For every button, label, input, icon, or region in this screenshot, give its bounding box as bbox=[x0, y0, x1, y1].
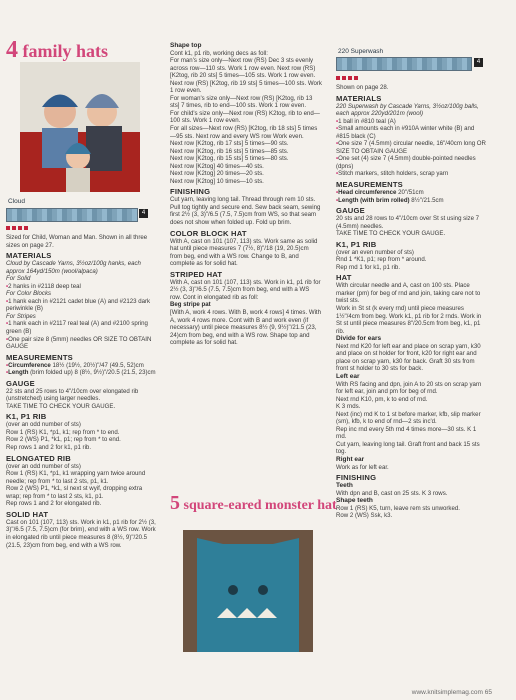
finishing-heading: FINISHING bbox=[170, 187, 211, 197]
hat-heading: HAT bbox=[336, 273, 352, 283]
column-3 bbox=[336, 84, 486, 520]
pattern-row: Rep rows 1 and 2 for k1, p1 rib. bbox=[6, 444, 92, 452]
material-item: • 2 hanks in #2118 deep teal bbox=[6, 283, 158, 291]
right-ear-heading: Right ear bbox=[336, 455, 365, 463]
pattern-row: Next row [K2tog, rib 17 sts] 5 times—90 sts. bbox=[170, 140, 289, 148]
pattern-row: Next row [K2tog] 20 times—20 sts. bbox=[170, 170, 264, 178]
k1p1-rib-heading: K1, P1 RIB bbox=[336, 239, 377, 249]
pattern-text: With circular needle and A, cast on 100 sts. Place marker (pm) for beg of rnd and join, taking care not to twist sts. bbox=[336, 282, 481, 305]
measurements-heading: MEASUREMENTS bbox=[336, 180, 403, 190]
materials-heading: MATERIALS bbox=[6, 251, 52, 261]
pattern-row: With dpn and B, cast on 25 sts. K 3 rows. bbox=[336, 489, 448, 497]
pattern-row: Rep inc rnd every 5th rnd 4 times more—30 sts. K 1 rnd. bbox=[336, 425, 477, 441]
material-item: • 1 hank each in #2117 real teal (A) and #2100 spring green (B) bbox=[6, 320, 158, 335]
gauge-text: 20 sts and 28 rows to 4"/10cm over St st using size 7 (4.5mm) needles. bbox=[336, 215, 480, 230]
pattern-row: Next row [K2tog] 40 times—40 sts. bbox=[170, 162, 264, 170]
material-item: • 1 hank each in #2121 cadet blue (A) and #2123 dark periwinkle (B) bbox=[6, 298, 158, 313]
pattern-text: Cut yarn, leaving long tail. Thread through rem 10 sts. Pull tog tightly and secure end. Sew back seam, sewing first 2½ (3, 3)"/6.5 (7.5, 7.5)cm from WS, so that seam does not show when folded up. Fold up brim. bbox=[170, 196, 321, 227]
yarn-weight-badge: 4 bbox=[139, 209, 148, 218]
pattern-row: (over an odd number of sts) bbox=[6, 462, 81, 470]
finishing-heading: FINISHING bbox=[336, 473, 377, 483]
k1p1-rib-heading: K1, P1 RIB bbox=[6, 412, 47, 422]
cloud-yarn-swatch bbox=[6, 208, 138, 222]
column-2 bbox=[170, 42, 322, 347]
pattern-text: Next rnd K20 for left ear and place on scrap yarn, k30 and place on st holder for front, k20 for right ear and place on scrap yarn, k30 for back. Graft 30 sts from front st holder to 30 sts for back. bbox=[336, 342, 481, 373]
measurement-item: • Head circumference 20"/51cm bbox=[336, 189, 486, 197]
sub-heading: For Stripes bbox=[6, 312, 36, 320]
shape-top-heading: Shape top bbox=[170, 42, 202, 49]
gauge-heading: GAUGE bbox=[336, 206, 365, 216]
monster-hat-illustration bbox=[183, 530, 313, 652]
pattern-row: Row 1 (RS) K1, *p1, k1; rep from * to end. bbox=[6, 428, 120, 436]
striped-hat-heading: STRIPED HAT bbox=[170, 269, 223, 279]
material-item: • Stitch markers, stitch holders, scrap yarn bbox=[336, 170, 486, 178]
left-ear-heading: Left ear bbox=[336, 372, 360, 380]
pattern-row: Row 2 (WS) Ssk, k3. bbox=[336, 512, 393, 520]
pattern-row: For all sizes—Next row (RS) [K2tog, rib 18 sts] 5 times—95 sts. Next row and every WS row Work even. bbox=[170, 125, 318, 140]
gauge-check: TAKE TIME TO CHECK YOUR GAUGE. bbox=[6, 402, 116, 410]
intro: Sized for Child, Woman and Man. Shown in all three sizes on page 27. bbox=[6, 234, 148, 249]
pattern-row: (over an even number of sts) bbox=[336, 248, 414, 256]
superwash-yarn-swatch bbox=[336, 57, 472, 71]
gauge-heading: GAUGE bbox=[6, 378, 35, 388]
material-item: • One set (4) size 7 (4.5mm) double-pointed needles (dpns) bbox=[336, 155, 486, 170]
pattern-row: Row 2 (WS) P1, *k1, sl next st wyif, dropping extra wrap; rep from * to last 2 sts, k1, p1. bbox=[6, 485, 143, 500]
elongated-rib-heading: ELONGATED RIB bbox=[6, 453, 71, 463]
solid-hat-heading: SOLID HAT bbox=[6, 509, 49, 519]
family-hats-photo bbox=[20, 62, 140, 192]
sub-heading: For Color Blocks bbox=[6, 290, 52, 298]
pattern-row: Cut yarn, leaving long tail. Graft front and back 15 sts tog. bbox=[336, 440, 480, 456]
skill-level-icon bbox=[6, 226, 28, 230]
color-block-heading: COLOR BLOCK HAT bbox=[170, 228, 247, 238]
yarn-weight-badge: 4 bbox=[474, 58, 483, 67]
pattern-row: For woman's size only—Next row (RS) [K2tog, rib 13 sts] 7 times, rib to end—100 sts. Work 1 row even. bbox=[170, 94, 313, 110]
material-item: • Small amounts each in #910A winter white (B) and #815 black (C) bbox=[336, 125, 486, 140]
family-photo-illustration bbox=[20, 62, 140, 192]
pattern-row: Row 1 (RS) K5, turn, leave rem sts unworked. bbox=[336, 504, 460, 512]
pattern-row: Row 1 (RS) K1, *p1, k1 wrapping yarn twice around needle; rep from * to last 2 sts, p1, k1. bbox=[6, 470, 146, 485]
pattern-text: With RS facing and dpn, join A to 20 sts on scrap yarn for left ear, join and pm for beg of rnd. bbox=[336, 380, 482, 396]
pattern-text: With A, cast on 101 (107, 113) sts. Work in k1, p1 rib for 2½ (3, 3)"/6.5 (7.5, 7.5)cm from beg, end with a WS row. Cont in elongated rib as foll: bbox=[170, 278, 321, 301]
pattern-row: K 3 rnds. bbox=[336, 403, 361, 411]
pattern-text: [With A, work 4 rows. With B, work 4 rows] 4 times. With A, work 4 rows more. Cont with B and work even (if necessary) until piece measures 8½ (9, 9½)"/21.5 (23, 24)cm from beg, end with a WS row. Shape top and complete as for solid hat. bbox=[170, 308, 322, 347]
gauge-check: TAKE TIME TO CHECK YOUR GAUGE. bbox=[336, 230, 446, 238]
gauge-text: 22 sts and 25 rows to 4"/10cm over elongated rib (unstretched) using larger needles. bbox=[6, 387, 139, 403]
pattern-row: For child's size only—Next row (RS) K2tog, rib to end—100 sts. Work 1 row even. bbox=[170, 109, 320, 125]
sub-heading: For Solid bbox=[6, 275, 31, 283]
measurement-item: • Length (brim folded up) 8 (8½, 9½)"/20.5 (21.5, 23)cm bbox=[6, 369, 158, 377]
pattern-row: Rep rows 1 and 2 for elongated rib. bbox=[6, 500, 102, 508]
pattern-row: Work as for left ear. bbox=[336, 463, 389, 471]
pattern-text: Work in St st (k every rnd) until piece measures 1½"/4cm from beg. Work k1, p1 rib for 2 rnds. Work in St st until piece measures 8"/20.5cm from beg, k1, p1 rib. bbox=[336, 305, 482, 335]
pattern-row: Row 2 (WS) P1, *k1, p1; rep from * to end. bbox=[6, 436, 121, 444]
material-item: • 1 ball in #810 teal (A) bbox=[336, 118, 486, 126]
monster-hat-photo bbox=[183, 530, 313, 652]
teeth-heading: Teeth bbox=[336, 482, 353, 490]
pattern-text: Cast on 101 (107, 113) sts. Work in k1, p1 rib for 2½ (3, 3)"/6.5 (7.5, 7.5)cm (for brim), end with a WS row. Work in elongated rib until piece measures 8 (8½, 9)"/20.5 (21.5, 23)cm from beg, end with a WS row. bbox=[6, 518, 156, 549]
yarn-label-superwash: 220 Superwash bbox=[338, 48, 384, 55]
column-1 bbox=[6, 234, 158, 549]
pattern-row: Next row [K2tog] 10 times—10 sts. bbox=[170, 177, 264, 185]
divide-ears-heading: Divide for ears bbox=[336, 335, 382, 343]
pattern-row: Next row [K2tog, rib 15 sts] 5 times—80 sts. bbox=[170, 155, 289, 163]
pattern-row: Rep rnd 1 for k1, p1 rib. bbox=[336, 263, 401, 271]
measurements-heading: MEASUREMENTS bbox=[6, 352, 73, 362]
material-item: • One pair size 8 (5mm) needles OR SIZE TO OBTAIN GAUGE bbox=[6, 336, 158, 351]
materials-heading: MATERIALS bbox=[336, 93, 382, 103]
material-item: Cloud by Cascade Yarns, 3½oz/100g hanks, each approx 164yd/150m (wool/alpaca) bbox=[6, 260, 141, 275]
page-footer: www.knitsimplemag.com 65 bbox=[411, 689, 492, 696]
measurement-item: • Circumference 18½ (19½, 20½)"/47 (49.5, 52)cm bbox=[6, 362, 158, 370]
pattern-row: Next rnd K10, pm, k to end of rnd. bbox=[336, 395, 428, 403]
pattern-row: Rnd 1 *K1, p1; rep from * around. bbox=[336, 256, 427, 264]
material-item: 220 Superwash by Cascade Yarns, 3½oz/100g balls, each approx 220yd/201m (wool) bbox=[336, 102, 479, 118]
pattern-title-monster-hat: 5 square-eared monster hat bbox=[170, 492, 337, 514]
pattern-row: (over an odd number of sts) bbox=[6, 421, 81, 429]
shown-note: Shown on page 28. bbox=[336, 84, 389, 91]
pattern-row: Next row [K2tog, rib 16 sts] 5 times—85 sts. bbox=[170, 147, 289, 155]
sub-heading: Beg stripe pat bbox=[170, 301, 211, 309]
skill-level-icon bbox=[336, 76, 358, 80]
pattern-title-family-hats: 4 family hats bbox=[6, 37, 108, 63]
pattern-row: For man's size only—Next row (RS) Dec 3 sts evenly across row—110 sts. Work 1 row even. Next row (RS) [K2tog, rib 20 sts] 5 times—105 sts. Work 1 row even. Next row (RS) [K2tog, rib 19 sts] 5 times—100 sts. Work 1 row even. bbox=[170, 57, 322, 95]
pattern-row: Next (inc) rnd K to 1 st before marker, kfb, slip marker (sm), kfb, k to end of rnd—2 sts inc'd. bbox=[336, 410, 481, 426]
pattern-text: With A, cast on 101 (107, 113) sts. Work same as solid hat until piece measures 7 (7½, 8)"/18 (19, 20.5)cm from beg, end with a WS row. Change to B, and complete as for solid hat. bbox=[170, 237, 318, 268]
pattern-row: Cont k1, p1 rib, working decs as foll: bbox=[170, 49, 268, 57]
yarn-label-cloud: Cloud bbox=[8, 198, 25, 205]
material-item: • One size 7 (4.5mm) circular needle, 16"/40cm long OR SIZE TO OBTAIN GAUGE bbox=[336, 140, 486, 155]
measurement-item: • Length (with brim rolled) 8½"/21.5cm bbox=[336, 197, 486, 205]
shape-teeth-heading: Shape teeth bbox=[336, 497, 373, 505]
